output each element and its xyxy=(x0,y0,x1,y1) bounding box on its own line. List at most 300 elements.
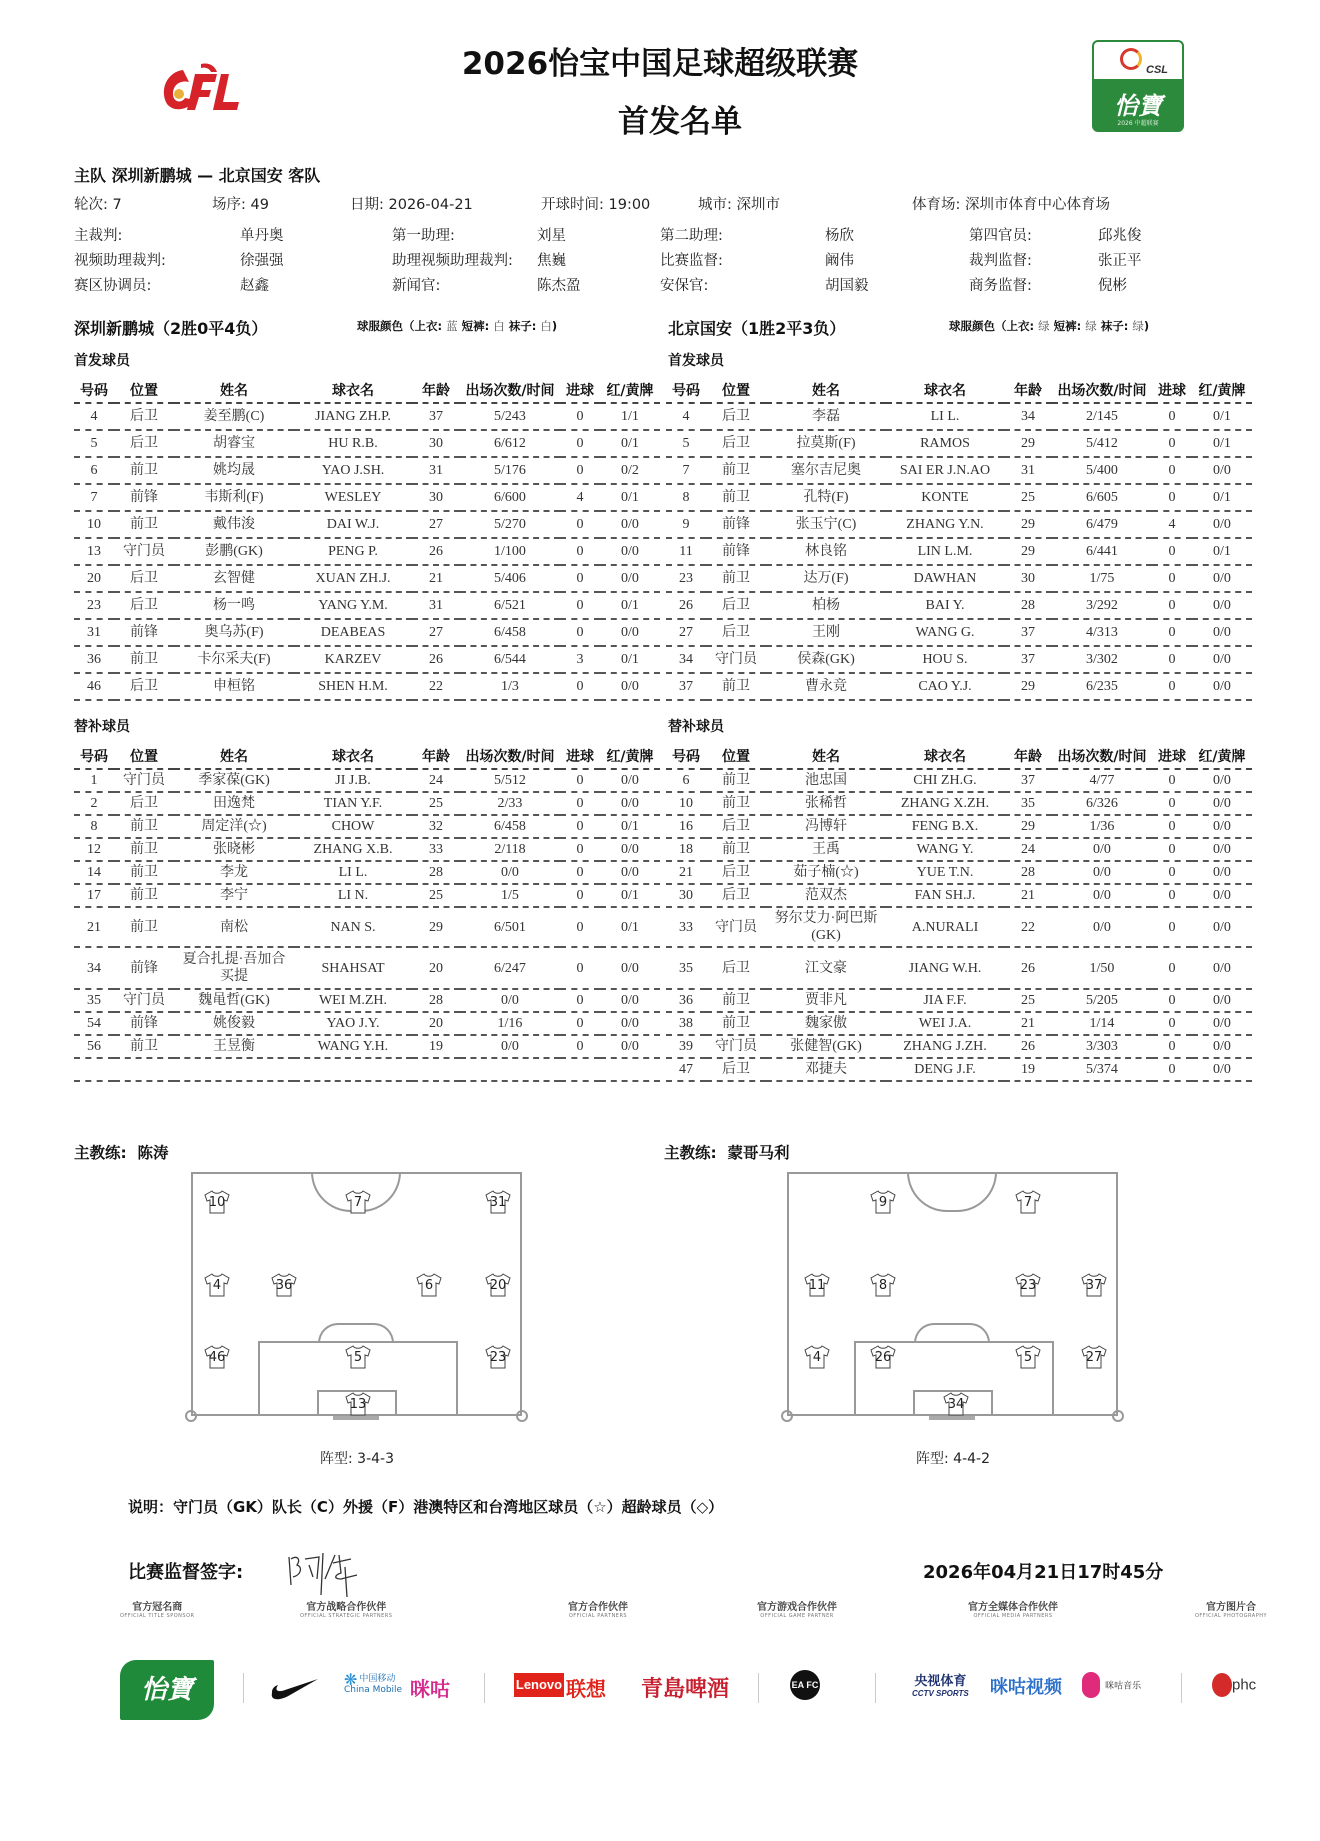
cards-cell: 0/0 xyxy=(600,565,660,592)
official-name: 阚伟 xyxy=(825,253,854,269)
name-cell: 塞尔吉尼奥 xyxy=(766,457,886,484)
shirt-name-cell: CHOW xyxy=(294,815,412,838)
player-row xyxy=(666,511,1252,538)
column-header: 出场次数/时间 xyxy=(460,377,560,403)
cards-cell: 0/0 xyxy=(1192,861,1252,884)
appearances-cell: 1/16 xyxy=(460,1012,560,1035)
name-cell: 拉莫斯(F) xyxy=(766,430,886,457)
jersey-icon xyxy=(203,1273,231,1297)
official-name: 陈杰盈 xyxy=(537,278,581,294)
shirt-name-cell: LI L. xyxy=(294,861,412,884)
goals-cell: 0 xyxy=(560,815,600,838)
jersey-number: 7 xyxy=(1023,1195,1033,1210)
goals-cell: 0 xyxy=(560,1012,600,1035)
jersey-number: 31 xyxy=(489,1195,507,1210)
legend-note: 说明：守门员（GK）队长（C）外援（F）港澳特区和台湾地区球员（☆）超龄球员（◇） xyxy=(128,1498,724,1516)
shirt-name-cell: JIANG ZH.P. xyxy=(294,403,412,430)
player-row xyxy=(666,457,1252,484)
sponsor-category: 官方合作伙伴 OFFICIAL PARTNERS xyxy=(568,1602,628,1619)
player-row xyxy=(74,565,660,592)
player-row xyxy=(74,538,660,565)
cards-cell: 0/0 xyxy=(1192,619,1252,646)
appearances-cell: 6/458 xyxy=(460,619,560,646)
age-cell: 32 xyxy=(412,815,460,838)
column-header: 球衣名 xyxy=(886,743,1004,769)
official-name: 杨欣 xyxy=(825,228,854,244)
number-cell: 20 xyxy=(74,565,114,592)
shirt-name-cell: DAI W.J. xyxy=(294,511,412,538)
player-row xyxy=(666,538,1252,565)
player-row xyxy=(666,769,1252,792)
jersey-number: 34 xyxy=(947,1397,965,1412)
position-cell: 前卫 xyxy=(706,673,766,700)
cards-cell: 0/0 xyxy=(600,511,660,538)
appearances-cell: 0/0 xyxy=(460,861,560,884)
age-cell: 24 xyxy=(1004,838,1052,861)
official-name: 邱兆俊 xyxy=(1098,228,1142,244)
position-cell: 后卫 xyxy=(114,430,174,457)
appearances-cell: 4/313 xyxy=(1052,619,1152,646)
column-header: 进球 xyxy=(1152,377,1192,403)
appearances-cell: 6/326 xyxy=(1052,792,1152,815)
number-cell: 7 xyxy=(74,484,114,511)
shirt-name-cell: HOU S. xyxy=(886,646,1004,673)
age-cell: 22 xyxy=(1004,907,1052,947)
appearances-cell: 0/0 xyxy=(1052,884,1152,907)
number-cell: 1 xyxy=(74,769,114,792)
jersey-icon xyxy=(1014,1273,1042,1297)
shirt-name-cell: SHEN H.M. xyxy=(294,673,412,700)
cards-cell: 0/0 xyxy=(1192,792,1252,815)
shirt-name-cell: ZHANG J.ZH. xyxy=(886,1035,1004,1058)
china-mobile-logo: ❋ 中国移动 China Mobile xyxy=(344,1670,403,1695)
column-header: 姓名 xyxy=(766,743,886,769)
away-kit-colors: 球服颜色（上衣: 绿 短裤: 绿 袜子: 绿) xyxy=(949,319,1150,333)
number-cell: 11 xyxy=(666,538,706,565)
appearances-cell: 1/100 xyxy=(460,538,560,565)
jersey-icon xyxy=(1080,1345,1108,1369)
age-cell: 28 xyxy=(412,989,460,1012)
jersey-icon xyxy=(270,1273,298,1297)
jersey-icon xyxy=(344,1190,372,1214)
shirt-name-cell xyxy=(294,1058,412,1081)
shirt-name-cell: WEI J.A. xyxy=(886,1012,1004,1035)
cctv-sports-logo: 央视体育 CCTV SPORTS xyxy=(912,1674,969,1698)
shirt-name-cell: A.NURALI xyxy=(886,907,1004,947)
jersey-icon xyxy=(484,1345,512,1369)
player-row xyxy=(74,1035,660,1058)
shirt-name-cell: WANG Y.H. xyxy=(294,1035,412,1058)
shirt-name-cell: DENG J.F. xyxy=(886,1058,1004,1081)
name-cell: 玄智健 xyxy=(174,565,294,592)
column-header: 球衣名 xyxy=(294,743,412,769)
appearances-cell: 2/118 xyxy=(460,838,560,861)
name-cell: 努尔艾力·阿巴斯(GK) xyxy=(766,907,886,947)
appearances-cell: 4/77 xyxy=(1052,769,1152,792)
age-cell: 35 xyxy=(1004,792,1052,815)
column-header: 红/黄牌 xyxy=(1192,377,1252,403)
name-cell: 姜至鹏(C) xyxy=(174,403,294,430)
position-cell: 后卫 xyxy=(706,815,766,838)
appearances-cell: 5/406 xyxy=(460,565,560,592)
age-cell: 29 xyxy=(1004,538,1052,565)
cards-cell: 0/1 xyxy=(600,430,660,457)
player-row xyxy=(666,565,1252,592)
name-cell: 李磊 xyxy=(766,403,886,430)
appearances-cell: 3/303 xyxy=(1052,1035,1152,1058)
number-cell: 12 xyxy=(74,838,114,861)
cards-cell: 0/1 xyxy=(600,884,660,907)
position-cell: 后卫 xyxy=(706,861,766,884)
shirt-name-cell: ZHANG Y.N. xyxy=(886,511,1004,538)
appearances-cell xyxy=(460,1058,560,1081)
name-cell: 王昱衡 xyxy=(174,1035,294,1058)
name-cell: 孔特(F) xyxy=(766,484,886,511)
position-cell: 守门员 xyxy=(706,907,766,947)
shirt-name-cell: WESLEY xyxy=(294,484,412,511)
shirt-name-cell: KONTE xyxy=(886,484,1004,511)
shirt-name-cell: JI J.B. xyxy=(294,769,412,792)
name-cell: 魏黾哲(GK) xyxy=(174,989,294,1012)
player-row xyxy=(74,792,660,815)
jersey-icon xyxy=(803,1273,831,1297)
signature-label: 比赛监督签字: xyxy=(128,1562,244,1583)
name-cell: 季家葆(GK) xyxy=(174,769,294,792)
position-cell xyxy=(114,1058,174,1081)
sponsor-category: 官方图片合 OFFICIAL PHOTOGRAPHY xyxy=(1195,1602,1268,1619)
cards-cell: 0/1 xyxy=(1192,403,1252,430)
away-coach: 主教练: 蒙哥马利 xyxy=(664,1144,790,1162)
cards-cell: 0/0 xyxy=(600,673,660,700)
appearances-cell: 1/14 xyxy=(1052,1012,1152,1035)
number-cell: 36 xyxy=(666,989,706,1012)
away-starters-table xyxy=(666,377,1252,701)
number-cell: 34 xyxy=(666,646,706,673)
name-cell: 王禹 xyxy=(766,838,886,861)
position-cell: 守门员 xyxy=(706,1035,766,1058)
jersey-number: 23 xyxy=(1019,1278,1037,1293)
age-cell: 21 xyxy=(1004,884,1052,907)
official-label: 视频助理裁判: xyxy=(74,253,166,269)
position-cell: 后卫 xyxy=(706,884,766,907)
player-row xyxy=(666,947,1252,989)
cards-cell: 0/1 xyxy=(1192,538,1252,565)
name-cell: 张晓彬 xyxy=(174,838,294,861)
shirt-name-cell: PENG P. xyxy=(294,538,412,565)
player-row xyxy=(74,1012,660,1035)
age-cell xyxy=(412,1058,460,1081)
away-formation-pitch xyxy=(787,1172,1118,1416)
jersey-number: 5 xyxy=(1023,1350,1033,1365)
name-cell: 夏合扎提·吾加合买提 xyxy=(174,947,294,989)
player-row xyxy=(666,884,1252,907)
position-cell: 守门员 xyxy=(706,646,766,673)
official-label: 第四官员: xyxy=(969,228,1032,244)
away-team-heading: 北京国安（1胜2平3负） xyxy=(668,319,846,338)
player-row xyxy=(666,619,1252,646)
jersey-icon xyxy=(344,1392,372,1416)
official-name: 徐强强 xyxy=(240,253,284,269)
cards-cell: 0/1 xyxy=(600,646,660,673)
player-row xyxy=(74,884,660,907)
cards-cell: 0/0 xyxy=(600,838,660,861)
photo-partner-logo: phc xyxy=(1212,1673,1256,1697)
position-cell: 守门员 xyxy=(114,769,174,792)
player-row xyxy=(74,769,660,792)
age-cell: 25 xyxy=(1004,484,1052,511)
cards-cell: 0/0 xyxy=(600,861,660,884)
goals-cell: 0 xyxy=(1152,838,1192,861)
shirt-name-cell: CHI ZH.G. xyxy=(886,769,1004,792)
player-row xyxy=(666,592,1252,619)
player-row xyxy=(666,907,1252,947)
official-name: 赵鑫 xyxy=(240,278,269,294)
column-header: 年龄 xyxy=(412,743,460,769)
appearances-cell: 6/441 xyxy=(1052,538,1152,565)
appearances-cell: 1/75 xyxy=(1052,565,1152,592)
official-label: 商务监督: xyxy=(969,278,1032,294)
jersey-icon xyxy=(1014,1345,1042,1369)
name-cell: 侯森(GK) xyxy=(766,646,886,673)
number-cell: 18 xyxy=(666,838,706,861)
age-cell: 30 xyxy=(412,430,460,457)
name-cell: 邓捷夫 xyxy=(766,1058,886,1081)
player-row xyxy=(74,457,660,484)
column-header: 进球 xyxy=(560,377,600,403)
appearances-cell: 6/544 xyxy=(460,646,560,673)
shirt-name-cell: BAI Y. xyxy=(886,592,1004,619)
home-kit-colors: 球服颜色（上衣: 蓝 短裤: 白 袜子: 白) xyxy=(357,319,558,333)
shirt-name-cell: WANG G. xyxy=(886,619,1004,646)
position-cell: 前卫 xyxy=(706,792,766,815)
age-cell: 20 xyxy=(412,947,460,989)
appearances-cell: 0/0 xyxy=(460,989,560,1012)
position-cell: 前卫 xyxy=(114,907,174,947)
number-cell: 33 xyxy=(666,907,706,947)
position-cell: 前卫 xyxy=(114,646,174,673)
age-cell: 29 xyxy=(1004,815,1052,838)
cards-cell: 1/1 xyxy=(600,403,660,430)
appearances-cell: 2/145 xyxy=(1052,403,1152,430)
shirt-name-cell: FENG B.X. xyxy=(886,815,1004,838)
home-subs-label: 替补球员 xyxy=(74,719,130,735)
ea-fc-logo: EA FC xyxy=(790,1670,820,1700)
goals-cell: 0 xyxy=(560,792,600,815)
number-cell: 37 xyxy=(666,673,706,700)
home-subs-table xyxy=(74,743,660,1082)
jersey-icon xyxy=(869,1190,897,1214)
cards-cell xyxy=(600,1058,660,1081)
jersey-number: 11 xyxy=(808,1278,826,1293)
number-cell: 21 xyxy=(74,907,114,947)
appearances-cell: 6/479 xyxy=(1052,511,1152,538)
column-header: 红/黄牌 xyxy=(1192,743,1252,769)
name-cell: 江文豪 xyxy=(766,947,886,989)
goals-cell: 0 xyxy=(1152,1035,1192,1058)
player-row xyxy=(74,861,660,884)
official-label: 裁判监督: xyxy=(969,253,1032,269)
number-cell: 38 xyxy=(666,1012,706,1035)
number-cell xyxy=(74,1058,114,1081)
cards-cell: 0/0 xyxy=(600,619,660,646)
position-cell: 前卫 xyxy=(114,457,174,484)
jersey-icon xyxy=(1080,1273,1108,1297)
goals-cell: 0 xyxy=(1152,592,1192,619)
age-cell: 29 xyxy=(412,907,460,947)
appearances-cell: 1/3 xyxy=(460,673,560,700)
league-title: 2026怡宝中国足球超级联赛 xyxy=(461,46,859,82)
position-cell: 前卫 xyxy=(706,1012,766,1035)
number-cell: 4 xyxy=(74,403,114,430)
jersey-number: 7 xyxy=(353,1195,363,1210)
position-cell: 后卫 xyxy=(114,592,174,619)
date-field: 日期: 2026-04-21 xyxy=(350,197,473,213)
appearances-cell: 6/501 xyxy=(460,907,560,947)
age-cell: 33 xyxy=(412,838,460,861)
shirt-name-cell: CAO Y.J. xyxy=(886,673,1004,700)
migu-video-logo: 咪咕视频 xyxy=(990,1677,1062,1698)
player-row xyxy=(666,838,1252,861)
goals-cell: 0 xyxy=(1152,457,1192,484)
lenovo-logo: Lenovo xyxy=(514,1673,564,1697)
position-cell: 前卫 xyxy=(706,769,766,792)
name-cell: 姚均晟 xyxy=(174,457,294,484)
home-team-heading: 深圳新鹏城（2胜0平4负） xyxy=(74,319,268,338)
cards-cell: 0/0 xyxy=(1192,769,1252,792)
age-cell: 22 xyxy=(412,673,460,700)
match-number-field: 场序: 49 xyxy=(212,197,269,213)
position-cell: 后卫 xyxy=(114,565,174,592)
goals-cell: 0 xyxy=(560,861,600,884)
appearances-cell: 6/235 xyxy=(1052,673,1152,700)
jersey-icon xyxy=(869,1345,897,1369)
age-cell: 37 xyxy=(1004,646,1052,673)
jersey-number: 26 xyxy=(874,1350,892,1365)
number-cell: 26 xyxy=(666,592,706,619)
yibao-logo: 怡寶 xyxy=(120,1660,214,1720)
column-header: 号码 xyxy=(74,743,114,769)
home-starters-table xyxy=(74,377,660,701)
age-cell: 37 xyxy=(1004,619,1052,646)
official-name: 胡国毅 xyxy=(825,278,869,294)
shirt-name-cell: YAO J.Y. xyxy=(294,1012,412,1035)
column-header: 出场次数/时间 xyxy=(460,743,560,769)
tsingtao-logo: 青島啤酒 xyxy=(641,1676,730,1702)
position-cell: 前卫 xyxy=(706,838,766,861)
player-row xyxy=(74,511,660,538)
goals-cell: 0 xyxy=(1152,538,1192,565)
shirt-name-cell: JIANG W.H. xyxy=(886,947,1004,989)
appearances-cell: 5/205 xyxy=(1052,989,1152,1012)
shirt-name-cell: YUE T.N. xyxy=(886,861,1004,884)
shirt-name-cell: YANG Y.M. xyxy=(294,592,412,619)
goals-cell: 0 xyxy=(560,592,600,619)
position-cell: 后卫 xyxy=(706,619,766,646)
player-row xyxy=(666,989,1252,1012)
document-title: 首发名单 xyxy=(618,104,742,140)
official-label: 新闻官: xyxy=(392,278,441,294)
jersey-number: 5 xyxy=(353,1350,363,1365)
goals-cell: 0 xyxy=(1152,403,1192,430)
goals-cell: 4 xyxy=(560,484,600,511)
official-name: 张正平 xyxy=(1098,253,1142,269)
jersey-icon xyxy=(415,1273,443,1297)
shirt-name-cell: HU R.B. xyxy=(294,430,412,457)
number-cell: 23 xyxy=(666,565,706,592)
goals-cell: 0 xyxy=(1152,619,1192,646)
player-row xyxy=(74,989,660,1012)
age-cell: 26 xyxy=(412,538,460,565)
cards-cell: 0/0 xyxy=(1192,907,1252,947)
player-row xyxy=(74,1058,660,1081)
column-header: 红/黄牌 xyxy=(600,377,660,403)
number-cell: 5 xyxy=(74,430,114,457)
name-cell: 杨一鸣 xyxy=(174,592,294,619)
cards-cell: 0/0 xyxy=(600,989,660,1012)
name-cell: 周定洋(☆) xyxy=(174,815,294,838)
age-cell: 28 xyxy=(412,861,460,884)
away-starters-label: 首发球员 xyxy=(668,353,724,369)
name-cell: 田逸梵 xyxy=(174,792,294,815)
column-header: 姓名 xyxy=(174,743,294,769)
cards-cell: 0/1 xyxy=(600,907,660,947)
appearances-cell: 0/0 xyxy=(1052,838,1152,861)
player-row xyxy=(74,592,660,619)
shirt-name-cell: LIN L.M. xyxy=(886,538,1004,565)
cards-cell: 0/1 xyxy=(600,592,660,619)
goals-cell: 0 xyxy=(1152,430,1192,457)
player-row xyxy=(666,1058,1252,1081)
number-cell: 7 xyxy=(666,457,706,484)
age-cell: 37 xyxy=(412,403,460,430)
age-cell: 27 xyxy=(412,511,460,538)
name-cell: 魏家傲 xyxy=(766,1012,886,1035)
player-row xyxy=(74,907,660,947)
shirt-name-cell: SHAHSAT xyxy=(294,947,412,989)
name-cell: 南松 xyxy=(174,907,294,947)
home-coach: 主教练: 陈涛 xyxy=(74,1144,169,1162)
player-row xyxy=(74,815,660,838)
cards-cell: 0/0 xyxy=(1192,511,1252,538)
name-cell: 曹永竞 xyxy=(766,673,886,700)
number-cell: 23 xyxy=(74,592,114,619)
goals-cell: 0 xyxy=(1152,646,1192,673)
official-label: 助理视频助理裁判: xyxy=(392,253,513,269)
name-cell xyxy=(174,1058,294,1081)
official-label: 第一助理: xyxy=(392,228,455,244)
appearances-cell: 3/302 xyxy=(1052,646,1152,673)
player-row xyxy=(74,646,660,673)
age-cell: 31 xyxy=(412,592,460,619)
column-header: 位置 xyxy=(114,377,174,403)
position-cell: 后卫 xyxy=(114,403,174,430)
name-cell: 柏杨 xyxy=(766,592,886,619)
position-cell: 前锋 xyxy=(114,1012,174,1035)
official-label: 主裁判: xyxy=(74,228,123,244)
matchup-heading: 主队 深圳新鹏城 — 北京国安 客队 xyxy=(74,166,321,185)
player-row xyxy=(74,430,660,457)
official-label: 赛区协调员: xyxy=(74,278,152,294)
position-cell: 前卫 xyxy=(114,861,174,884)
player-row xyxy=(74,484,660,511)
player-row xyxy=(666,815,1252,838)
player-row xyxy=(74,838,660,861)
age-cell: 30 xyxy=(412,484,460,511)
jersey-number: 13 xyxy=(349,1397,367,1412)
cards-cell: 0/0 xyxy=(600,947,660,989)
player-row xyxy=(666,403,1252,430)
jersey-icon xyxy=(484,1273,512,1297)
